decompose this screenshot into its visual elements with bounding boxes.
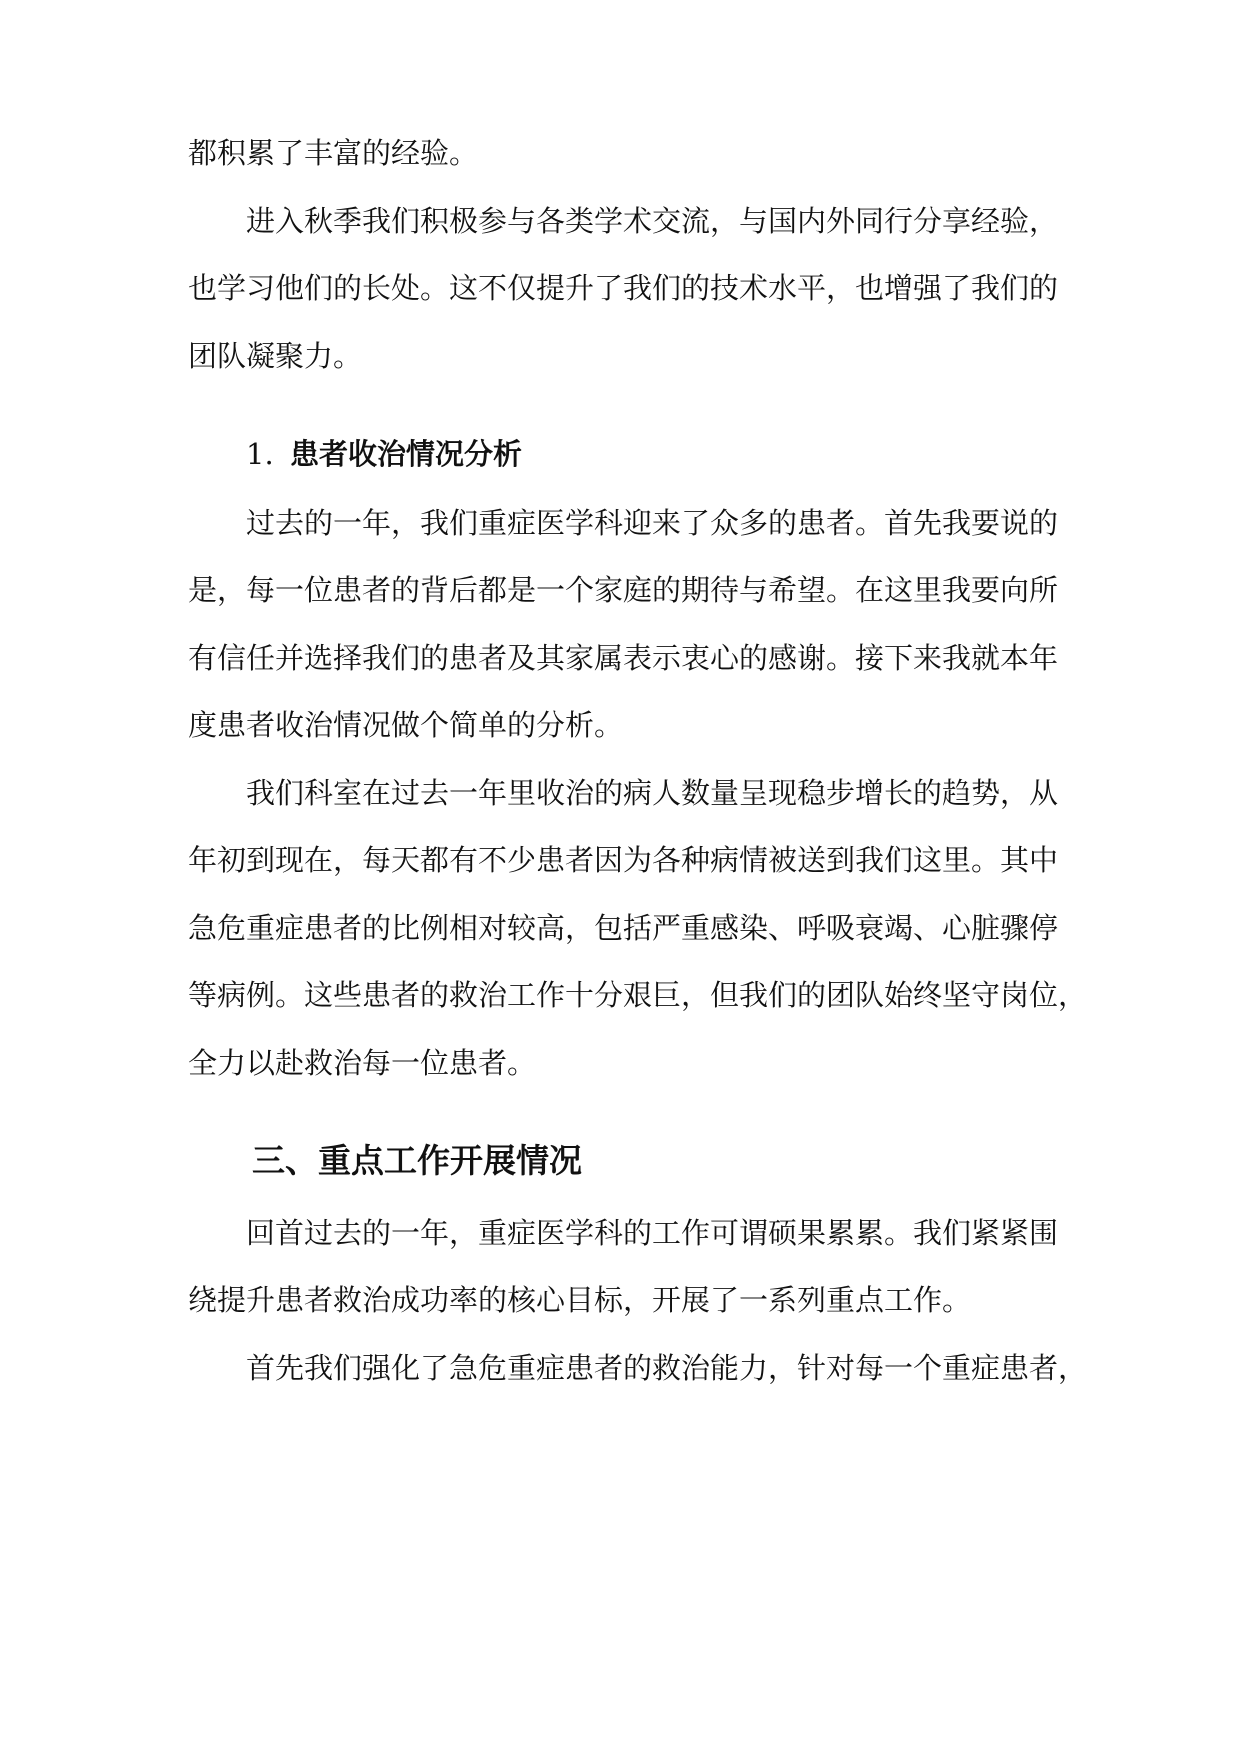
paragraph-line: 首先我们强化了急危重症患者的救治能力，针对每一个重症患者， (246, 1351, 1088, 1385)
section-heading: 三、重点工作开展情况 (252, 1141, 582, 1180)
paragraph-line: 急危重症患者的比例相对较高，包括严重感染、呼吸衰竭、心脏骤停 (188, 911, 1059, 945)
subheading (246, 436, 522, 472)
paragraph-line: 回首过去的一年，重症医学科的工作可谓硕果累累。我们紧紧围 (246, 1216, 1059, 1250)
paragraph-line: 年初到现在，每天都有不少患者因为各种病情被送到我们这里。其中 (188, 843, 1059, 877)
paragraph-line: 绕提升患者救治成功率的核心目标，开展了一系列重点工作。 (188, 1283, 972, 1317)
paragraph-line: 我们科室在过去一年里收治的病人数量呈现稳步增长的趋势，从 (246, 776, 1059, 810)
paragraph-line: 度患者收治情况做个简单的分析。 (188, 708, 624, 742)
subheading-number: 1. (246, 437, 274, 471)
paragraph-line: 团队凝聚力。 (188, 339, 363, 373)
paragraph-line: 也学习他们的长处。这不仅提升了我们的技术水平，也增强了我们的 (188, 271, 1059, 305)
paragraph-line: 进入秋季我们积极参与各类学术交流，与国内外同行分享经验， (246, 204, 1059, 238)
paragraph-line: 全力以赴救治每一位患者。 (188, 1046, 537, 1080)
paragraph-line: 是，每一位患者的背后都是一个家庭的期待与希望。在这里我要向所 (188, 573, 1059, 607)
paragraph-line: 等病例。这些患者的救治工作十分艰巨，但我们的团队始终坚守岗位， (188, 978, 1088, 1012)
paragraph-line: 有信任并选择我们的患者及其家属表示衷心的感谢。接下来我就本年 (188, 641, 1059, 675)
paragraph-line: 都积累了丰富的经验。 (188, 136, 479, 170)
paragraph-line: 过去的一年，我们重症医学科迎来了众多的患者。首先我要说的 (246, 506, 1059, 540)
subheading-title: 患者收治情况分析 (290, 437, 523, 471)
